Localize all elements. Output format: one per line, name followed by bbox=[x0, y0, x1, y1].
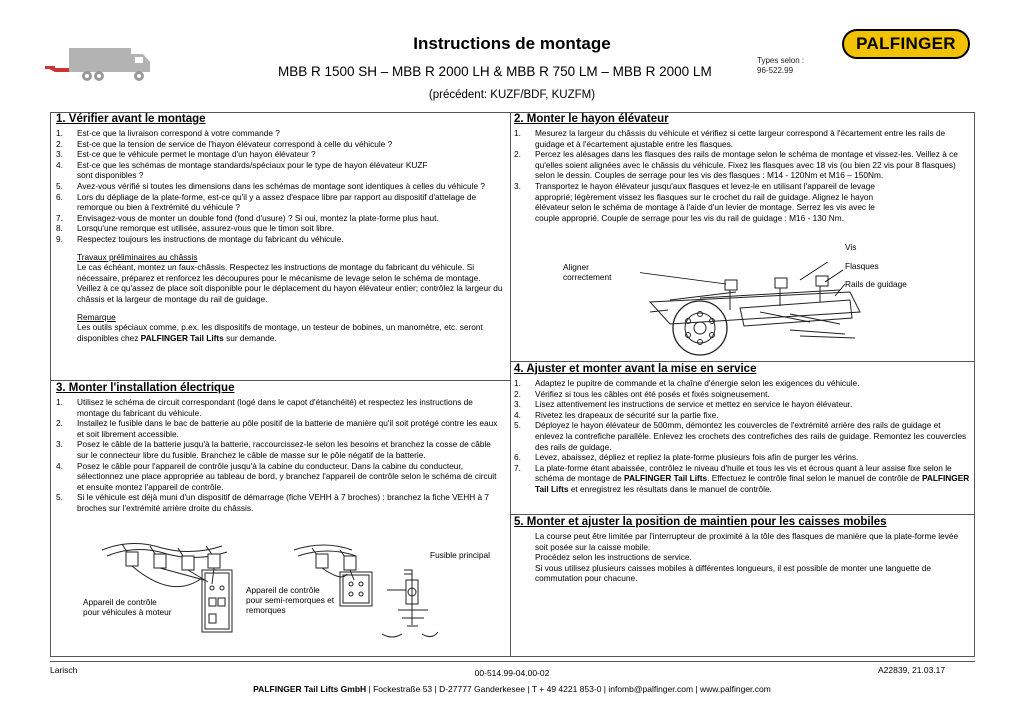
section-3 bbox=[56, 382, 504, 514]
section-2-heading: 2. Monter le hayon élévateur bbox=[514, 113, 669, 125]
list-item: 6. Levez, abaissez, dépliez et repliez la plate-forme plusieurs fois afin de purger les vérins. bbox=[514, 452, 859, 463]
prelim-text: Le cas échéant, montez un faux-châssis. Respectez les instructions de montage du fabricant du véhicule. Si nécessaire, préparez et renforcez les découpures pour le mécanisme de levage selon le schéma de montage. Veillez à ce qu'assez de place soit disponible pour le déplacement du hayon élévateur entier; contrôlez la largeur du châssis et la largeur de montage du rail de guidage. bbox=[77, 262, 503, 304]
label-main-fuse: Fusible principal bbox=[430, 550, 490, 560]
list-item: 5. Si le véhicule est déjà muni d'un dispositif de démarrage (fiche VEHH à 7 broches) : branchez la fiche VEHH à 7 broches sur l'extrémité arrière droite du châssis. bbox=[56, 492, 490, 513]
section-4 bbox=[514, 363, 970, 495]
list-item: 9. Respectez toujours les instructions de montage du fabricant du véhicule. bbox=[56, 233, 344, 244]
section-5-heading: 5. Monter et ajuster la position de maintien pour les caisses mobiles bbox=[514, 516, 887, 528]
model-list: MBB R 1500 SH – MBB R 2000 LH & MBB R 750 LM – MBB R 2000 LM bbox=[278, 64, 712, 79]
section-5-text-1: La course peut être limitée par l'interrupteur de proximité à la tôle des flasques de manière que la plate-forme levée soit posée sur la caisse mobile. bbox=[535, 531, 959, 552]
section-4-heading: 4. Ajuster et monter avant la mise en service bbox=[514, 363, 757, 375]
remark-title: Remarque bbox=[77, 311, 116, 322]
list-item: 3. Lisez attentivement les instructions de service et mettez en service le hayon élévateur. bbox=[514, 399, 853, 410]
list-item: 4. Est-ce que les schémas de montage standards/spéciaux pour le type de hayon élévateur KUZF sont disponibles ? bbox=[56, 159, 428, 181]
tail-lift-drawing bbox=[640, 262, 870, 359]
section-3-list bbox=[56, 397, 504, 514]
logo-text: PALFINGER bbox=[856, 34, 956, 53]
footer-company: PALFINGER Tail Lifts GmbH bbox=[253, 684, 367, 694]
section-5 bbox=[514, 516, 970, 584]
section-2 bbox=[514, 113, 970, 223]
list-item: 7. La plate-forme étant abaissée, contrôlez le niveau d'huile et tous les vis et écrous quant à leur assise fixe selon le schéma de montage de PALFINGER Tail Lifts. Effectuez le contrôle final selon le manuel de contrôle de PALFINGER Tail Lifts et enregistrez les résultats dans le manuel de contrôle. bbox=[514, 462, 970, 494]
list-item: 2. Est-ce que la tension de service de l'hayon élévateur correspond à celle du véhicule ? bbox=[56, 138, 393, 149]
label-rails: Rails de guidage bbox=[845, 279, 907, 289]
section-4-list bbox=[514, 378, 970, 495]
section-5-text-3: Si vous utilisez plusieurs caisses mobiles à différentes longueurs, il est possible de monter une languette de commutation pour chacune. bbox=[535, 562, 932, 584]
list-item: 1. Adaptez le pupitre de commande et la chaîne d'énergie selon les exigences du véhicule. bbox=[514, 378, 860, 388]
list-item: 5. Avez-vous vérifié si toutes les dimensions dans les schémas de montage sont identiques à celles du véhicule ? bbox=[56, 180, 486, 191]
list-item: 1. Utilisez le schéma de circuit correspondant (logé dans le capot d'étanchéité) et respectez les instructions de montage du fabricant du véhicule. bbox=[56, 397, 473, 418]
divider-s4-s5 bbox=[510, 514, 975, 515]
section-1-heading: 1. Vérifier avant le montage bbox=[56, 113, 206, 125]
label-flasques: Flasques bbox=[845, 261, 879, 271]
list-item: 3. Transportez le hayon élévateur jusqu'aux flasques et levez-le en utilisant l'appareil de levage approprié; légèrement vissez les flasques sur le crochet du rail de guidage. Alignez le hayon élévateur selon le schéma de montage à l'aide d'un levier de montage. Serrez les vis avec le couple approprié. Couple de serrage pour les vis du rail de guidage : M16 - 130 Nm. bbox=[514, 180, 876, 223]
footer-company-line bbox=[0, 684, 1024, 694]
list-item: 8. Lorsqu'une remorque est utilisée, assurez-vous que le timon soit libre. bbox=[56, 223, 335, 234]
list-item: 3. Est-ce que le véhicule permet le montage d'un hayon élévateur ? bbox=[56, 149, 316, 160]
page-title: Instructions de montage bbox=[413, 34, 611, 53]
label-align: Aligner correctement bbox=[563, 262, 612, 282]
types-label-block bbox=[757, 56, 804, 76]
column-divider bbox=[510, 112, 511, 657]
types-value: 96-522.99 bbox=[757, 66, 794, 75]
list-item: 7. Envisagez-vous de monter un double fond (fond d'usure) ? Si oui, montez la plate-forme plus haut. bbox=[56, 212, 439, 223]
list-item: 3. Posez le câble de la batterie jusqu'à la batterie, raccourcissez-le selon les besoins et branchez la cosse de câble sur le connecteur libre du fusible. Branchez le câble de masse sur le pôle négatif de la batterie. bbox=[56, 439, 491, 460]
section-1 bbox=[56, 113, 504, 343]
prelim-title: Travaux préliminaires au châssis bbox=[77, 251, 198, 262]
divider-s1-s3 bbox=[50, 380, 510, 381]
footer-address: | Fockestraße 53 | D-27777 Ganderkesee | T + 49 4221 853-0 | infomb@palfinger.com | www.palfinger.com bbox=[366, 684, 771, 694]
list-item: 4. Posez le câble pour l'appareil de contrôle jusqu'à la cabine du conducteur. Dans la cabine du conducteur, sélectionnez une place appropriée au tableau de bord, y branchez l'appareil de contrôle selon le schéma de circuit et ensuite montez l'appareil de contrôle. bbox=[56, 460, 497, 492]
label-vis: Vis bbox=[845, 242, 857, 252]
prelim-block bbox=[77, 252, 504, 344]
footer-ref: A22839, 21.03.17 bbox=[878, 665, 946, 675]
section-2-list bbox=[514, 128, 970, 223]
section-5-text-2: Procédez selon les instructions de service. bbox=[535, 552, 692, 563]
palfinger-logo bbox=[842, 29, 970, 59]
footer-docno: 00-514.99-04.00-02 bbox=[474, 668, 550, 678]
list-item: 2. Percez les alésages dans les flasques des rails de montage selon le schéma de montage et vissez-les. Veillez à ce qu'elles soient alignées avec le châssis du véhicule. Fixez les flasques avec 18 vis (ou bien 22 vis pour 8 flasques) selon le dessin. Couples de serrage pour les vis des flasques : M14 - 120Nm et M16 – 150Nm. bbox=[514, 149, 958, 181]
list-item: 5. Déployez le hayon élévateur de 500mm, démontez les couvercles de l'extrémité arrière des rails de guidage et enlevez la contrefiche parallèle. Enlevez les crochets des contrefiches des rails de guidage. Remontez les couvercles des rails de guidage. bbox=[514, 420, 967, 452]
list-item: 2. Installez le fusible dans le bac de batterie au pôle positif de la batterie de manière qu'il soit protégé contre les eaux et soit librement accessible. bbox=[56, 418, 498, 439]
label-semi-control: Appareil de contrôle pour semi-remorques et remorques bbox=[246, 585, 335, 615]
footer-rule bbox=[50, 661, 975, 662]
section-1-list bbox=[56, 128, 504, 245]
list-item: 2. Vérifiez si tous les câbles ont été posés et fixés soigneusement. bbox=[514, 388, 770, 399]
label-motor-control: Appareil de contrôle pour véhicules à moteur bbox=[83, 597, 172, 617]
previous-types: (précédent: KUZF/BDF, KUZFM) bbox=[428, 89, 596, 101]
list-item: 1. Mesurez la largeur du châssis du véhicule et vérifiez si cette largeur correspond à l'écartement entre les rails de guidage et à l'écartement ajustable entre les flasques. bbox=[514, 128, 946, 149]
section-5-body bbox=[535, 531, 970, 584]
list-item: 6. Lors du dépliage de la plate-forme, est-ce qu'il y a assez d'espace libre par rapport au dispositif d'attelage de remorque ou bien à l'extrémité du véhicule ? bbox=[56, 191, 477, 213]
list-item: 1. Est-ce que la livraison correspond à votre commande ? bbox=[56, 128, 280, 138]
list-item: 4. Rivetez les drapeaux de sécurité sur la partie fixe. bbox=[514, 409, 719, 420]
types-label: Types selon : bbox=[757, 56, 805, 65]
divider-s2-s4 bbox=[510, 361, 975, 362]
footer-author: Larisch bbox=[50, 665, 78, 675]
remark-text: Les outils spéciaux comme, p.ex. les dispositifs de montage, un testeur de bobines, un manomètre, etc. seront disponibles chez PALFINGER Tail Lifts sur demande. bbox=[77, 322, 483, 343]
section-3-heading: 3. Monter l'installation électrique bbox=[56, 382, 235, 394]
